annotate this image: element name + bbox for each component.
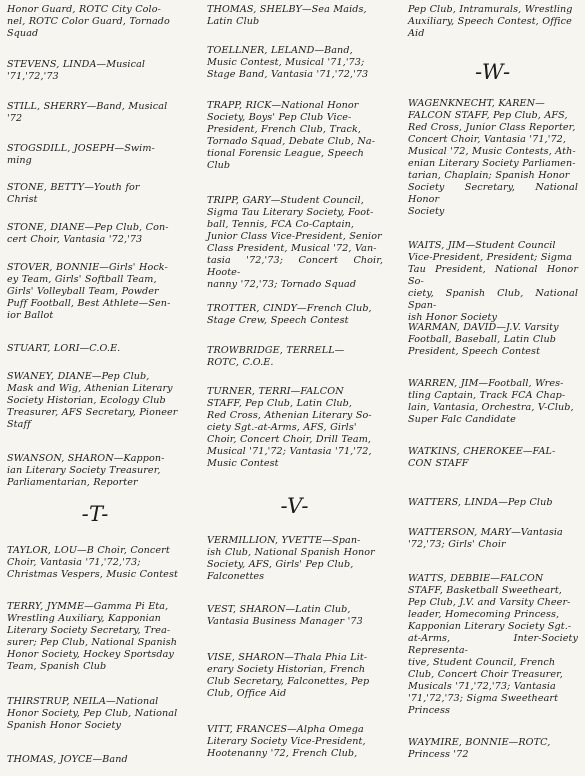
entry-line: Staff [7,419,31,430]
entry-stuart-lori [7,343,184,355]
entry-line: Choir, Vantasia '71,'72,'73; [7,557,141,568]
entry-thomas-shelby [207,4,383,28]
entry-line: Parliamentarian, Reporter [7,477,138,488]
entry-line: Club [207,160,231,171]
entry-line: SWANEY, DIANE—Pep Club, [7,371,150,382]
entry-watters-linda [408,497,578,509]
entry-line: Christ [7,194,38,205]
entry-line: Concert Choir, Vantasia '71,'72, [408,134,567,145]
entry-waits-jim [408,240,578,324]
entry-line: Club Secretary, Falconettes, Pep [207,676,370,687]
entry-line: TOELLNER, LELAND—Band, [207,45,353,56]
entry-line: STILL, SHERRY—Band, Musical [7,101,168,112]
entry-line: Sigma Tau Literary Society, Foot- [207,207,374,218]
entry-line: TURNER, TERRI—FALCON [207,386,344,397]
entry-line: ciety, Spanish Club, National Span- [408,288,578,311]
entry-line: Aid [408,28,425,39]
entry-line: VISE, SHARON—Thala Phia Lit- [207,652,368,663]
entry-line: Red Cross, Athenian Literary So- [207,410,372,421]
entry-line: Vice-President, President; Sigma [408,252,573,263]
entry-line: Literary Society Secretary, Trea- [7,625,171,636]
entry-line: TRAPP, RICK—National Honor [207,100,359,111]
entry-line: '71,'72,'73 [7,71,59,82]
entry-line: THOMAS, JOYCE—Band [7,754,128,765]
entry-line: Puff Football, Best Athlete—Sen- [7,298,171,309]
entry-line: nel, ROTC Color Guard, Tornado [7,16,170,27]
entry-line: STUART, LORI—C.O.E. [7,343,121,354]
section-letter-t: -T- [81,502,110,526]
entry-line: Red Cross, Junior Class Reporter, [408,122,576,133]
entry-line: Hootenanny '72, French Club, [207,748,358,759]
entry-line: Tau President, National Honor So- [408,264,578,287]
entry-terry-jymme [7,601,184,673]
entry-wagenknecht-karen [408,98,578,218]
entry-line: WATKINS, CHEROKEE—FAL- [408,446,556,457]
entry-line: TERRY, JYMME—Gamma Pi Eta, [7,601,169,612]
entry-line: lain, Vantasia, Orchestra, V-Club, [408,402,574,413]
entry-line: Falconettes [207,571,265,582]
entry-warren-jim [408,378,578,426]
entry-line: Squad [7,28,39,39]
entry-tripp-gary [207,195,383,291]
entry-line: STONE, DIANE—Pep Club, Con- [7,222,169,233]
entry-line: Club, Office Aid [207,688,287,699]
entry-line: WATTERS, LINDA—Pep Club [408,497,553,508]
entry-line: VEST, SHARON—Latin Club, [207,604,351,615]
entry-stone-betty [7,182,184,206]
entry-line: VITT, FRANCES—Alpha Omega [207,724,364,735]
entry-line: WAGENKNECHT, KAREN— [408,98,545,109]
entry-stover-bonnie [7,262,184,322]
entry-trowbridge-terrell [207,345,383,369]
entry-watkins-cherokee [408,446,578,470]
entry-line: Spanish Honor Society [7,720,122,731]
entry-taylor-lou [7,545,184,581]
entry-line: ciety Sgt.-at-Arms, AFS, Girls' [207,422,357,433]
entry-line: THIRSTRUP, NEILA—National [7,696,159,707]
entry-line: Team, Spanish Club [7,661,107,672]
entry-honor-guard-continued [7,4,184,40]
entry-line: Kapponian Literary Society Sgt.- [408,621,572,632]
entry-line: TROTTER, CINDY—French Club, [207,303,372,314]
entry-line: enian Literary Society Parliamen- [408,158,576,169]
entry-line: STAFF, Basketball Sweetheart, [408,585,562,596]
entry-line: Football, Baseball, Latin Club [408,334,556,345]
entry-line: WAYMIRE, BONNIE—ROTC, [408,737,551,748]
entry-line: STOGSDILL, JOSEPH—Swim- [7,143,155,154]
entry-line: tive, Student Council, French [408,657,556,668]
entry-line: Vantasia Business Manager '73 [207,616,363,627]
entry-line: WATTS, DEBBIE—FALCON [408,573,544,584]
entry-line: Society, AFS, Girls' Pep Club, [207,559,354,570]
entry-line: Pep Club, J.V. and Varsity Cheer- [408,597,571,608]
entry-line: ish Club, National Spanish Honor [207,547,375,558]
entry-watts-debbie [408,573,578,717]
entry-line: President, Speech Contest [408,346,541,357]
entry-line: Club, Concert Choir Treasurer, [408,669,563,680]
entry-line: at-Arms, Inter-Society Representa- [408,633,578,656]
entry-line: Princess '72 [408,749,469,760]
entry-line: STEVENS, LINDA—Musical [7,59,146,70]
entry-trotter-cindy [207,303,383,327]
entry-stone-diane [7,222,184,246]
entry-line: THOMAS, SHELBY—Sea Maids, [207,4,367,15]
entry-line: Society [408,206,445,217]
entry-vest-sharon [207,604,383,628]
entry-line: '72 [7,113,23,124]
entry-line: nanny '72,'73; Tornado Squad [207,279,357,290]
entry-line: Society Secretary, National Honor [408,182,578,205]
entry-line: Tornado Squad, Debate Club, Na- [207,136,376,147]
section-letter-v: -V- [280,494,310,518]
entry-line: Mask and Wig, Athenian Literary [7,383,173,394]
entry-stogsdill-joseph [7,143,184,167]
entry-line: WATTERSON, MARY—Vantasia [408,527,563,538]
section-letter-w: -W- [474,60,512,84]
entry-line: Junior Class Vice-President, Senior [207,231,382,242]
entry-line: Latin Club [207,16,260,27]
entry-line: Auxiliary, Speech Contest, Office [408,16,572,27]
entry-line: WAITS, JIM—Student Council [408,240,556,251]
entry-line: Society Historian, Ecology Club [7,395,166,406]
entry-line: WARREN, JIM—Football, Wres- [408,378,564,389]
entry-line: tional Forensic League, Speech [207,148,364,159]
entry-line: tling Captain, Track FCA Chap- [408,390,566,401]
entry-thomas-joyce [7,754,184,766]
entry-line: tasia '72,'73; Concert Choir, Hoote- [207,255,383,278]
entry-line: cert Choir, Vantasia '72,'73 [7,234,143,245]
entry-line: TAYLOR, LOU—B Choir, Concert [7,545,170,556]
entry-trapp-rick [207,100,383,172]
entry-line: Literary Society Vice-President, [207,736,366,747]
entry-line: ROTC, C.O.E. [207,357,274,368]
entry-line: SWANSON, SHARON—Kappon- [7,453,165,464]
entry-line: STAFF, Pep Club, Latin Club, [207,398,353,409]
entry-warman-david [408,322,578,358]
entry-line: STOVER, BONNIE—Girls' Hock- [7,262,168,273]
entry-line: Stage Crew, Speech Contest [207,315,349,326]
entry-line: CON STAFF [408,458,469,469]
entry-thirstrup-neila [7,696,184,732]
entry-still-sherry [7,101,184,125]
entry-line: Girls' Volleyball Team, Powder [7,286,159,297]
entry-line: Musicals '71,'72,'73; Vantasia [408,681,556,692]
entry-line: Super Falc Candidate [408,414,516,425]
entry-turner-terri [207,386,383,470]
entry-line: WARMAN, DAVID—J.V. Varsity [408,322,559,333]
entry-line: STONE, BETTY—Youth for [7,182,140,193]
entry-line: surer; Pep Club, National Spanish [7,637,178,648]
entry-line: '71,'72,'73; Sigma Sweetheart [408,693,559,704]
entry-line: Choir, Concert Choir, Drill Team, [207,434,372,445]
entry-line: ian Literary Society Treasurer, [7,465,161,476]
entry-line: erary Society Historian, French [207,664,366,675]
entry-line: Society, Boys' Pep Club Vice- [207,112,352,123]
entry-line: Christmas Vespers, Music Contest [7,569,178,580]
entry-waymire-bonnie [408,737,578,761]
entry-line: Wrestling Auxiliary, Kapponian [7,613,161,624]
entry-swanson-sharon [7,453,184,489]
entry-line: ey Team, Girls' Softball Team, [7,274,157,285]
entry-line: Class President, Musical '72, Van- [207,243,377,254]
entry-vitt-frances-continued [408,4,578,40]
entry-line: Pep Club, Intramurals, Wrestling [408,4,573,15]
entry-line: Honor Society, Pep Club, National [7,708,178,719]
entry-vermillion-yvette [207,535,383,583]
entry-line: Music Contest, Musical '71,'73; [207,57,365,68]
entry-line: ish Honor Society [408,312,497,323]
entry-watterson-mary [408,527,578,551]
entry-toellner-leland [207,45,383,81]
entry-stevens-linda [7,59,184,83]
entry-line: TRIPP, GARY—Student Council, [207,195,364,206]
entry-line: Musical '72, Music Contests, Ath- [408,146,576,157]
entry-line: President, French Club, Track, [207,124,362,135]
entry-vise-sharon [207,652,383,700]
entry-line: Princess [408,705,450,716]
entry-line: FALCON STAFF, Pep Club, AFS, [408,110,568,121]
entry-line: ming [7,155,32,166]
entry-line: ball, Tennis, FCA Co-Captain, [207,219,355,230]
entry-line: Musical '71,'72; Vantasia '71,'72, [207,446,372,457]
entry-line: leader, Homecoming Princess, [408,609,560,620]
entry-swaney-diane [7,371,184,431]
entry-line: ior Ballot [7,310,54,321]
entry-vitt-frances [207,724,383,760]
entry-line: VERMILLION, YVETTE—Span- [207,535,361,546]
entry-line: Honor Society, Hockey Sportsday [7,649,174,660]
entry-line: tarian, Chaplain; Spanish Honor [408,170,570,181]
entry-line: Music Contest [207,458,279,469]
entry-line: TROWBRIDGE, TERRELL— [207,345,345,356]
entry-line: Honor Guard, ROTC City Colo- [7,4,161,15]
entry-line: '72,'73; Girls' Choir [408,539,506,550]
entry-line: Stage Band, Vantasia '71,'72,'73 [207,69,369,80]
entry-line: Treasurer, AFS Secretary, Pioneer [7,407,178,418]
